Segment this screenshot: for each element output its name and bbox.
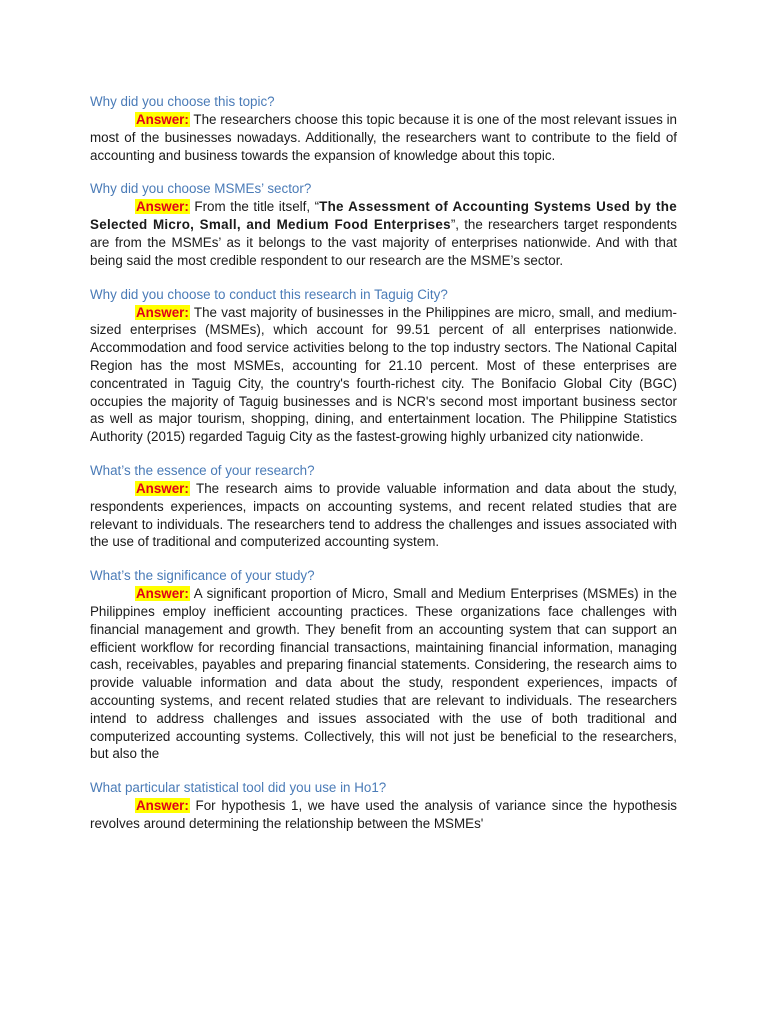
answer-text: For hypothesis 1, we have used the analysis of variance since the hypothesis revolves around determining the relationship between the MSMEs' xyxy=(90,798,677,831)
question-heading: What’s the essence of your research? xyxy=(90,462,315,478)
answer-label: Answer: xyxy=(136,304,189,320)
answer-text: ”, the researchers target respondents are from the MSMEs’ as it belongs to the vast majority of enterprises nationwide. And with that being said the most credible respondent to our research are the MSME’s sector. xyxy=(90,217,677,268)
document-page xyxy=(90,93,677,849)
qa-block-msme-sector xyxy=(90,180,677,269)
answer-paragraph xyxy=(90,585,677,763)
answer-text: A significant proportion of Micro, Small and Medium Enterprises (MSMEs) in the Philippines employ inefficient accounting practices. These organizations face challenges with financial management and growth. They benefit from an accounting system that can support an efficient workflow for recording financial transactions, maintaining financial information, managing cash, receivables, payables and preparing financial statements. Considering, the research aims to provide valuable information and data about the study, respondent experiences, impacts of accounting systems, and recent related studies that are relevant to individuals. The researchers intend to address challenges and issues associated with the use of both traditional and computerized accounting systems. Collectively, this will not just be beneficial to the researchers, but also the xyxy=(90,586,677,762)
answer-text: The researchers choose this topic because it is one of the most relevant issues in most of the businesses nowadays. Additionally, the researchers want to contribute to the field of accounting and business towards the expansion of knowledge about this topic. xyxy=(90,112,677,163)
answer-label: Answer: xyxy=(136,586,189,602)
question-heading: Why did you choose MSMEs’ sector? xyxy=(90,181,312,197)
answer-text: The research aims to provide valuable information and data about the study, respondents experiences, impacts on accounting systems, and recent related studies that are relevant to individuals. The researchers tend to address the challenges and issues associated with the use of traditional and computerized accounting system. xyxy=(90,480,677,550)
question-heading: Why did you choose this topic? xyxy=(90,94,275,109)
answer-paragraph xyxy=(90,797,677,833)
answer-paragraph xyxy=(90,304,677,446)
question-heading: What’s the significance of your study? xyxy=(90,568,315,584)
answer-label: Answer: xyxy=(136,112,189,127)
answer-paragraph xyxy=(90,198,677,269)
answer-paragraph xyxy=(90,480,677,551)
qa-block-topic xyxy=(90,93,677,164)
answer-label: Answer: xyxy=(136,480,189,496)
answer-paragraph xyxy=(90,111,677,164)
qa-block-essence xyxy=(90,462,677,551)
qa-block-statistical-tool xyxy=(90,779,677,833)
question-heading: What particular statistical tool did you use in Ho1? xyxy=(90,780,387,796)
question-heading: Why did you choose to conduct this research in Taguig City? xyxy=(90,286,448,302)
qa-block-significance xyxy=(90,567,677,763)
research-title: The Assessment of Accounting Systems Used by the Selected Micro, Small, and Medium Food Enterprises xyxy=(90,199,677,233)
answer-text: From the title itself, “ xyxy=(189,199,320,215)
answer-label: Answer: xyxy=(136,199,189,215)
qa-block-taguig xyxy=(90,286,677,446)
answer-label: Answer: xyxy=(136,798,189,814)
answer-text: The vast majority of businesses in the Philippines are micro, small, and medium-sized enterprises (MSMEs), which account for 99.51 percent of all enterprises nationwide. Accommodation and food service activities belong to the top industry sectors. The National Capital Region has the most MSMEs, accounting for 21.10 percent. Most of these enterprises are concentrated in Taguig City, the country's fourth-richest city. The Bonifacio Global City (BGC) occupies the majority of Taguig businesses and is NCR's second most important business sector as well as major tourism, shopping, dining, and entertainment location. The Philippine Statistics Authority (2015) regarded Taguig City as the fastest-growing highly urbanized city nationwide. xyxy=(90,304,677,445)
